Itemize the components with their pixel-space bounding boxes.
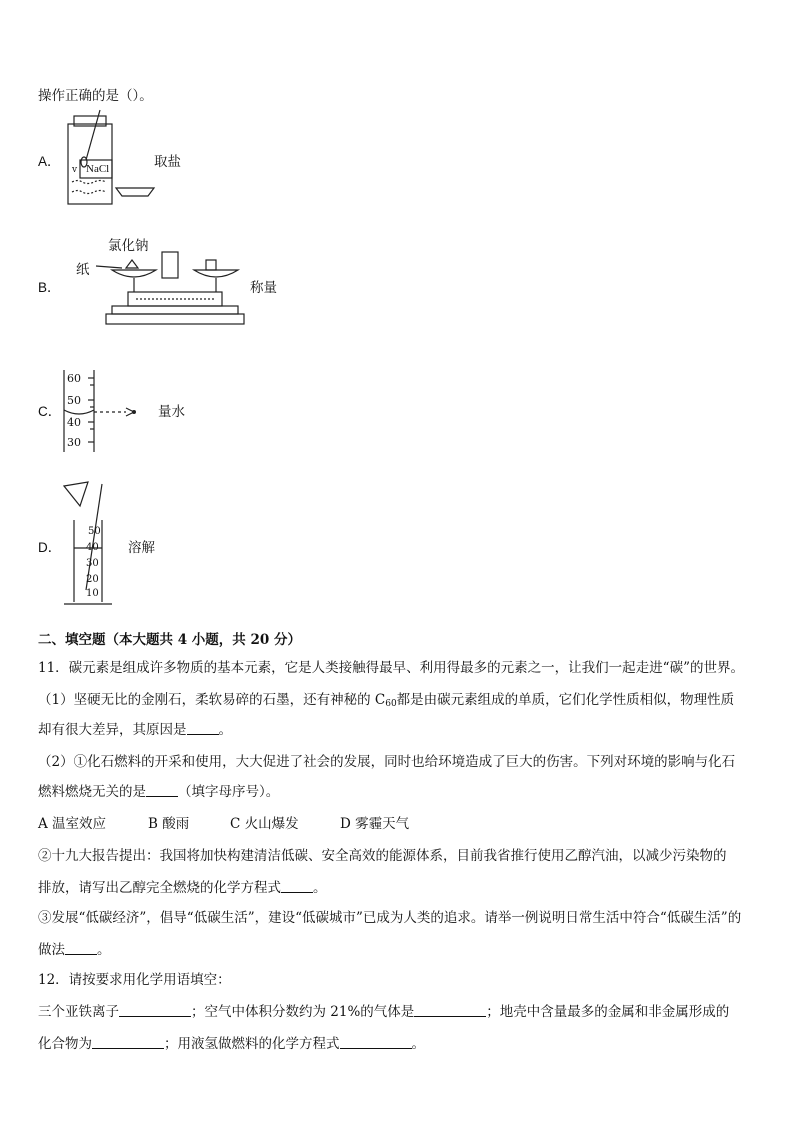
svg-text:v: v: [72, 165, 78, 175]
c-tick-60: 60: [67, 372, 81, 385]
q11-stem: 11．碳元素是组成许多物质的基本元素，它是人类接触得最早、利用得最多的元素之一，让我们一起走进“碳”的世界。: [38, 660, 744, 676]
c-tick-40: 40: [67, 416, 81, 429]
c-tick-30: 30: [67, 436, 81, 449]
option-c-letter: C．: [38, 404, 62, 419]
q11-part2-line2: 燃料燃烧无关的是 （填字母序号）。: [38, 784, 280, 800]
evaporating-dish: [116, 188, 154, 196]
q11-part4-line2: 做法 。: [38, 942, 111, 958]
answer-blank[interactable]: [119, 1004, 191, 1017]
choice-d: D 雾霾天气: [340, 816, 410, 832]
balance-base: [112, 306, 238, 314]
choice-b: B 酸雨: [148, 816, 190, 832]
d-tick-20: 20: [86, 574, 99, 585]
funnel: [64, 482, 88, 506]
option-d-caption: 溶解: [128, 540, 155, 556]
q12-line2: 化合物为 ；用液氢做燃料的化学方程式 。: [38, 1036, 425, 1052]
question-intro: 操作正确的是（）。: [38, 88, 153, 104]
q11-part2-line1: （2）①化石燃料的开采和使用，大大促进了社会的发展，同时也给环境造成了巨大的伤害。下列对环境的影响与化石: [38, 754, 736, 770]
option-c-caption: 量水: [158, 404, 185, 420]
d-tick-50: 50: [88, 526, 101, 537]
answer-blank[interactable]: [414, 1004, 486, 1017]
q11-part3-line1: ②十九大报告提出：我国将加快构建清洁低碳、安全高效的能源体系，目前我省推行使用乙醇汽油，以减少污染物的: [38, 848, 727, 864]
pointer-column: [162, 252, 178, 278]
answer-blank[interactable]: [92, 1036, 164, 1049]
answer-blank[interactable]: [187, 722, 219, 735]
choice-c: C 火山爆发: [230, 816, 299, 832]
salt-pile: [126, 260, 138, 268]
q11-choices: [38, 812, 409, 832]
left-pan: [112, 270, 156, 277]
d-tick-10: 10: [86, 588, 99, 599]
option-d-letter: D．: [38, 540, 62, 555]
q11-part1-line1: （1）坚硬无比的金刚石，柔软易碎的石墨，还有神秘的 $C_{60}$都是由碳元素组成的单质，它们化学性质相似，物理性质: [38, 692, 735, 709]
option-a-caption: 取盐: [154, 154, 181, 170]
q11-part3-line2: 排放，请写出乙醇完全燃烧的化学方程式 。: [38, 880, 327, 896]
meniscus: [64, 410, 94, 414]
q11-part4-line1: ③发展“低碳经济”，倡导“低碳生活”，建设“低碳城市”已成为人类的追求。请举一例说明日常生活中符合“低碳生活”的: [38, 910, 742, 926]
label-sodium-chloride: 氯化钠: [108, 238, 149, 253]
right-pan: [194, 270, 238, 277]
option-a-letter: A．: [38, 154, 61, 169]
reagent-label-text: NaCl: [86, 163, 110, 175]
balance-foot: [106, 314, 244, 324]
answer-blank[interactable]: [146, 784, 178, 797]
reagent-bottle-figure: [66, 110, 162, 206]
q12-line1: 三个亚铁离子 ；空气中体积分数约为 21%的气体是 ；地壳中含量最多的金属和非金属形成的: [38, 1004, 730, 1020]
c-tick-50: 50: [67, 394, 81, 407]
answer-blank[interactable]: [340, 1036, 412, 1049]
option-b-letter: B．: [38, 280, 61, 295]
balance-figure: [92, 248, 242, 328]
option-b-caption: 称量: [250, 280, 277, 296]
weight: [206, 260, 216, 270]
q12-stem: 12．请按要求用化学用语填空：: [38, 972, 231, 988]
answer-blank[interactable]: [281, 880, 313, 893]
d-tick-40: 40: [86, 542, 99, 553]
d-tick-30: 30: [86, 558, 99, 569]
section-title: 二、填空题（本大题共 4 小题，共 20 分）: [38, 632, 301, 648]
spoon-handle: [86, 110, 100, 160]
choice-a: A 温室效应: [38, 816, 107, 832]
answer-blank[interactable]: [65, 942, 97, 955]
beam-scale: [128, 292, 222, 306]
q11-part1-line2: 却有很大差异，其原因是 。: [38, 722, 232, 738]
paper-pointer: [96, 266, 122, 268]
label-paper: 纸: [76, 262, 90, 277]
